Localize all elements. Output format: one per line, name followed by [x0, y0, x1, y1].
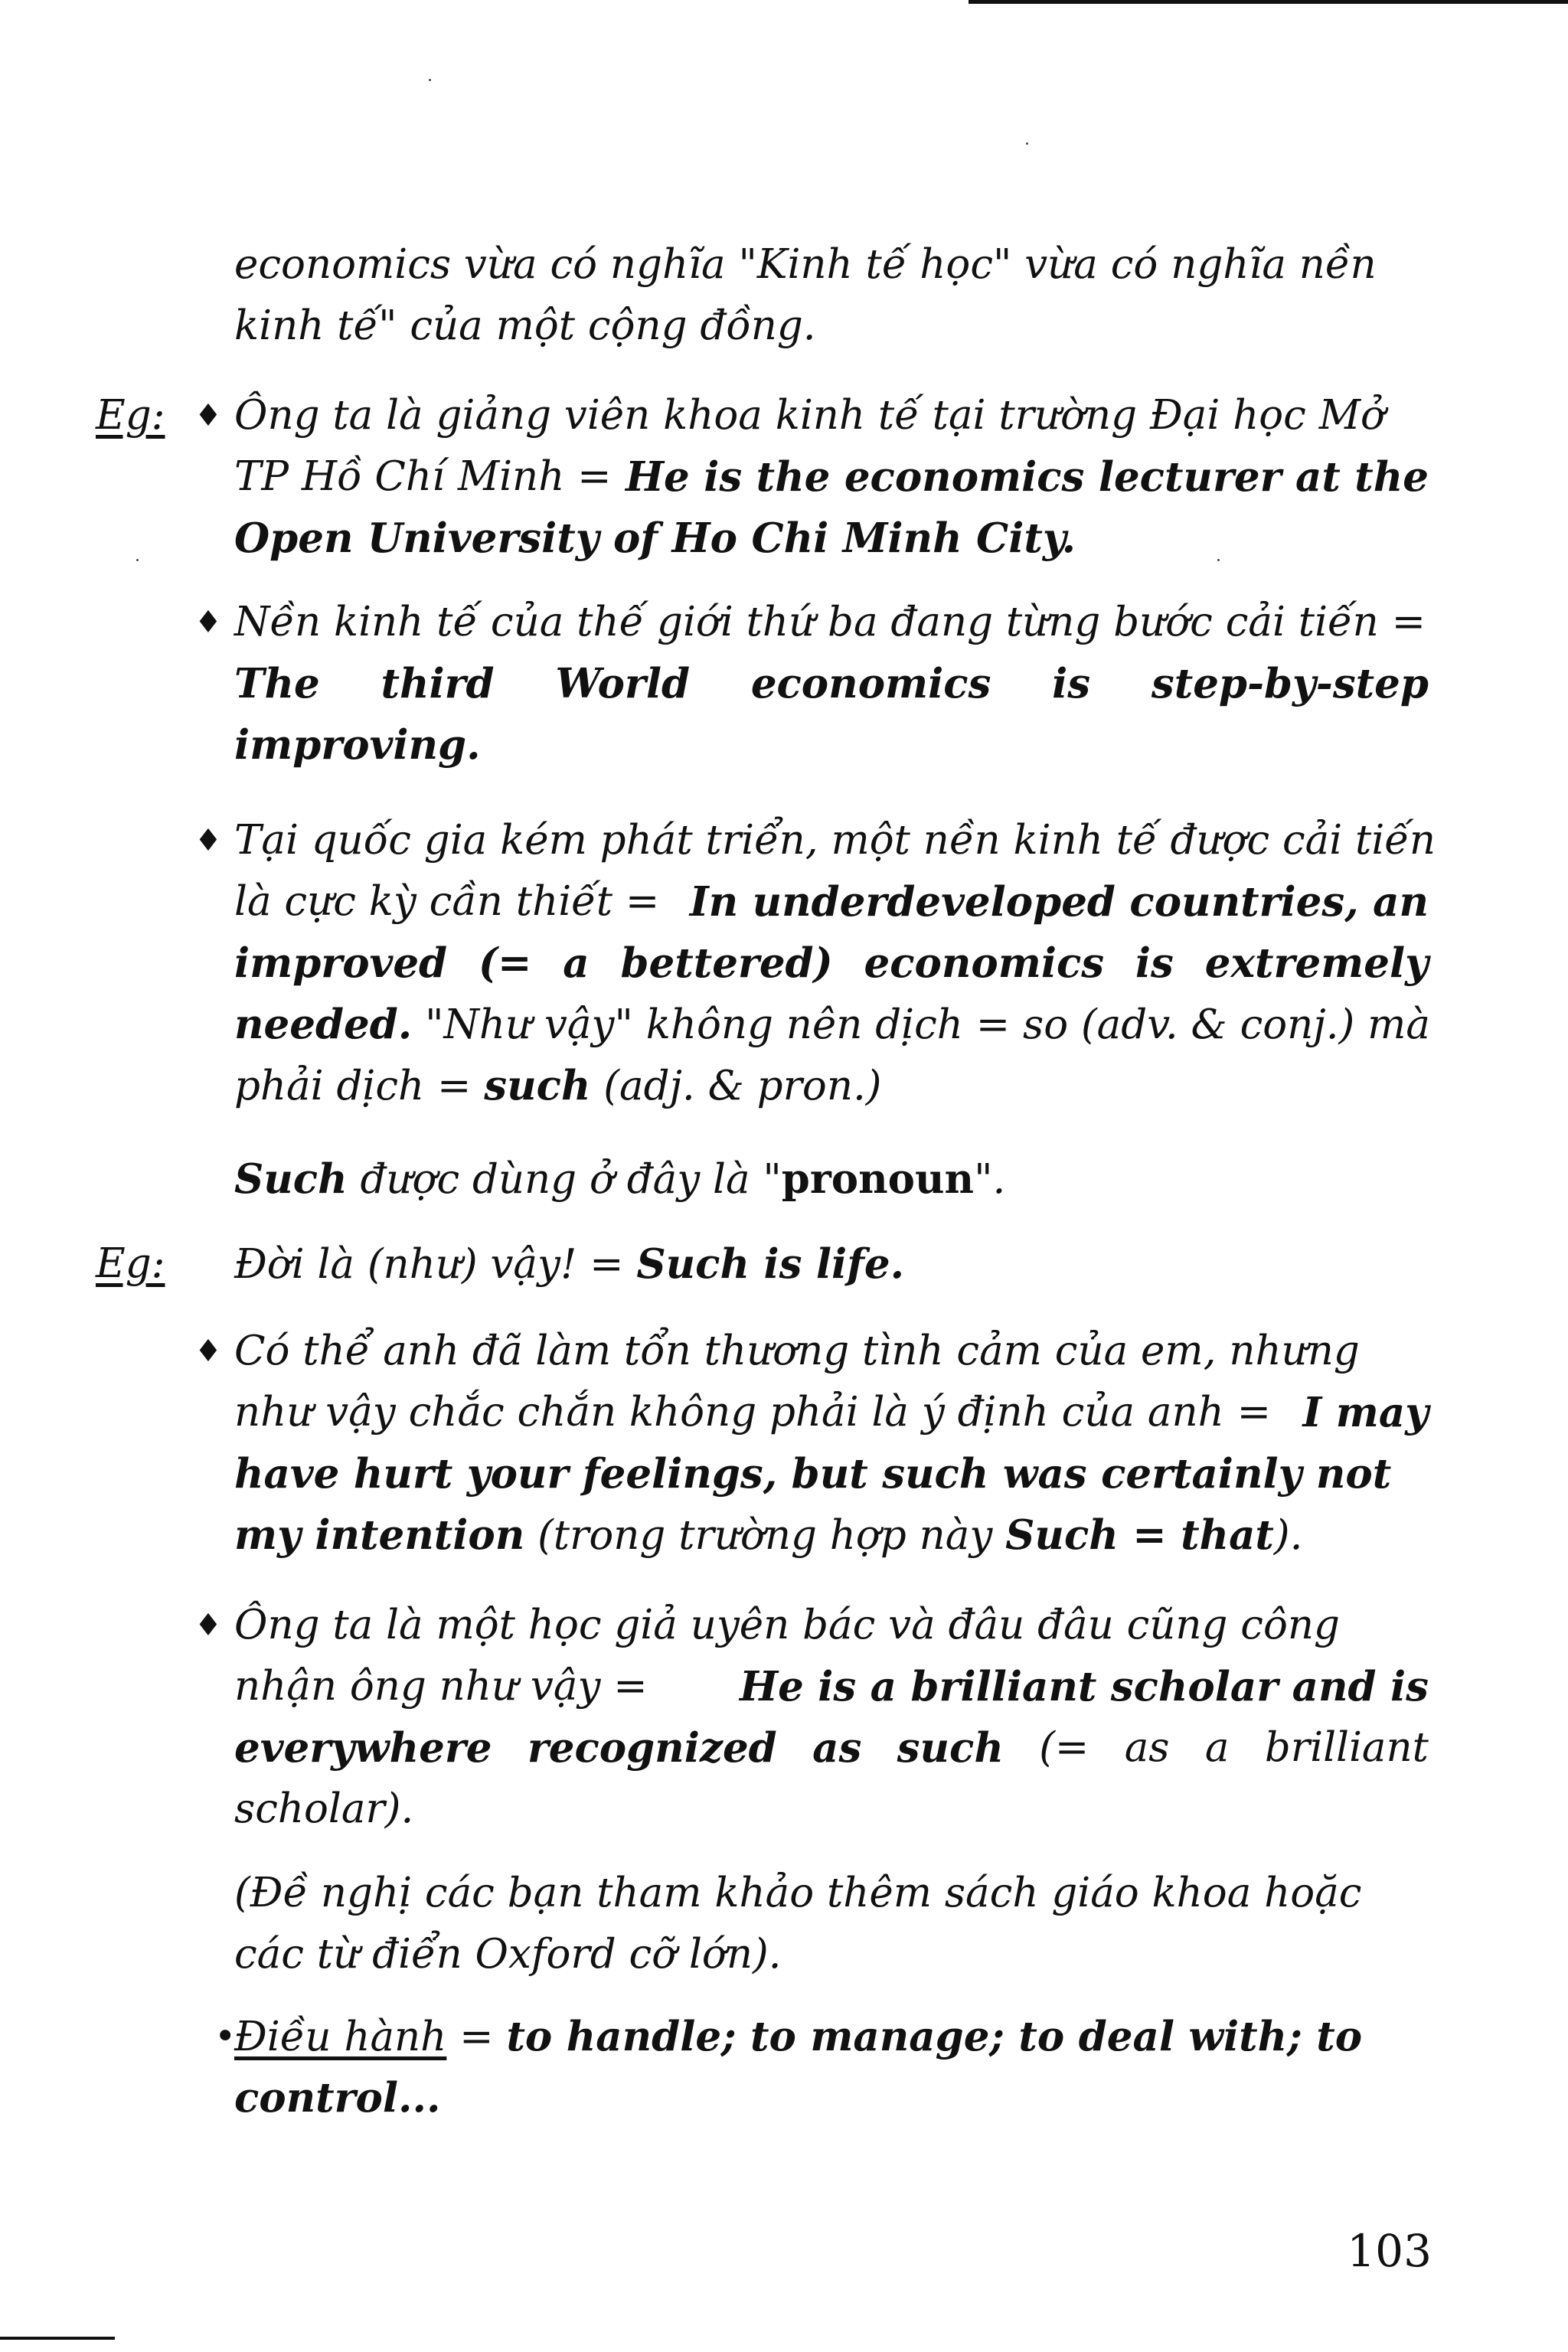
page-number: 103 [1347, 2225, 1432, 2277]
body-line: scholar). [234, 1785, 414, 1832]
body-line: Ông ta là một học giả uyên bác và đâu đâu cũng công [234, 1602, 1340, 1648]
body-line: (Đề nghị các bạn tham khảo thêm sách giáo khoa hoặc [234, 1870, 1362, 1916]
body-line: Đời là (như) vậy! = Such is life. [234, 1240, 905, 1288]
diamond-bullet-icon: ♦ [194, 398, 222, 433]
body-line: Tại quốc gia kém phát triển, một nền kinh tế được cải tiến [234, 817, 1436, 864]
body-line: Có thể anh đã làm tổn thương tình cảm của em, nhưng [234, 1328, 1360, 1374]
body-line: là cực kỳ cần thiết = In underdeveloped countries, an [234, 878, 1429, 926]
scan-speck [136, 559, 139, 561]
dot-bullet-icon: • [214, 2015, 237, 2058]
top-border-line [969, 0, 1568, 4]
body-line: The third World economics is step-by-step [234, 660, 1429, 707]
body-line: Điều hành = to handle; to manage; to deal with; to [234, 2013, 1363, 2060]
bottom-border-line [0, 2337, 115, 2340]
body-line: Such được dùng ở đây là "pronoun". [234, 1155, 1006, 1203]
diamond-bullet-icon: ♦ [194, 605, 222, 640]
scan-speck [429, 79, 431, 81]
body-line: my intention (trong trường hợp này Such = that). [234, 1511, 1303, 1559]
body-line: control... [234, 2074, 441, 2122]
body-line: everywhere recognized as such (= as a brilliant [234, 1724, 1429, 1772]
body-line: Ông ta là giảng viên khoa kinh tế tại trường Đại học Mở [234, 392, 1385, 439]
diamond-bullet-icon: ♦ [194, 1334, 222, 1369]
example-label: Eg: [96, 392, 165, 439]
body-line: TP Hồ Chí Minh = He is the economics lecturer at the [234, 453, 1429, 501]
diamond-bullet-icon: ♦ [194, 1608, 222, 1643]
body-line: Open University of Ho Chi Minh City. [234, 514, 1076, 562]
body-line: phải dịch = such (adj. & pron.) [234, 1062, 882, 1109]
diamond-bullet-icon: ♦ [194, 823, 222, 858]
body-line: kinh tế" của một cộng đồng. [234, 302, 816, 349]
body-line: economics vừa có nghĩa "Kinh tế học" vừa có nghĩa nền [234, 241, 1377, 288]
body-line: improved (= a bettered) economics is extremely [234, 939, 1429, 987]
example-label: Eg: [96, 1240, 165, 1287]
body-line: needed. "Như vậy" không nên dịch = so (adv. & conj.) mà [234, 1001, 1430, 1048]
scan-speck [1026, 142, 1028, 145]
body-line: nhận ông như vậy = He is a brilliant scholar and is [234, 1663, 1429, 1710]
body-line: như vậy chắc chắn không phải là ý định của anh = I may [234, 1389, 1429, 1436]
body-line: các từ điển Oxford cỡ lớn). [234, 1931, 782, 1978]
body-line: improving. [234, 721, 481, 769]
body-line: have hurt your feelings, but such was certainly not [234, 1450, 1392, 1498]
body-line: Nền kinh tế của thế giới thứ ba đang từng bước cải tiến = [234, 599, 1426, 645]
